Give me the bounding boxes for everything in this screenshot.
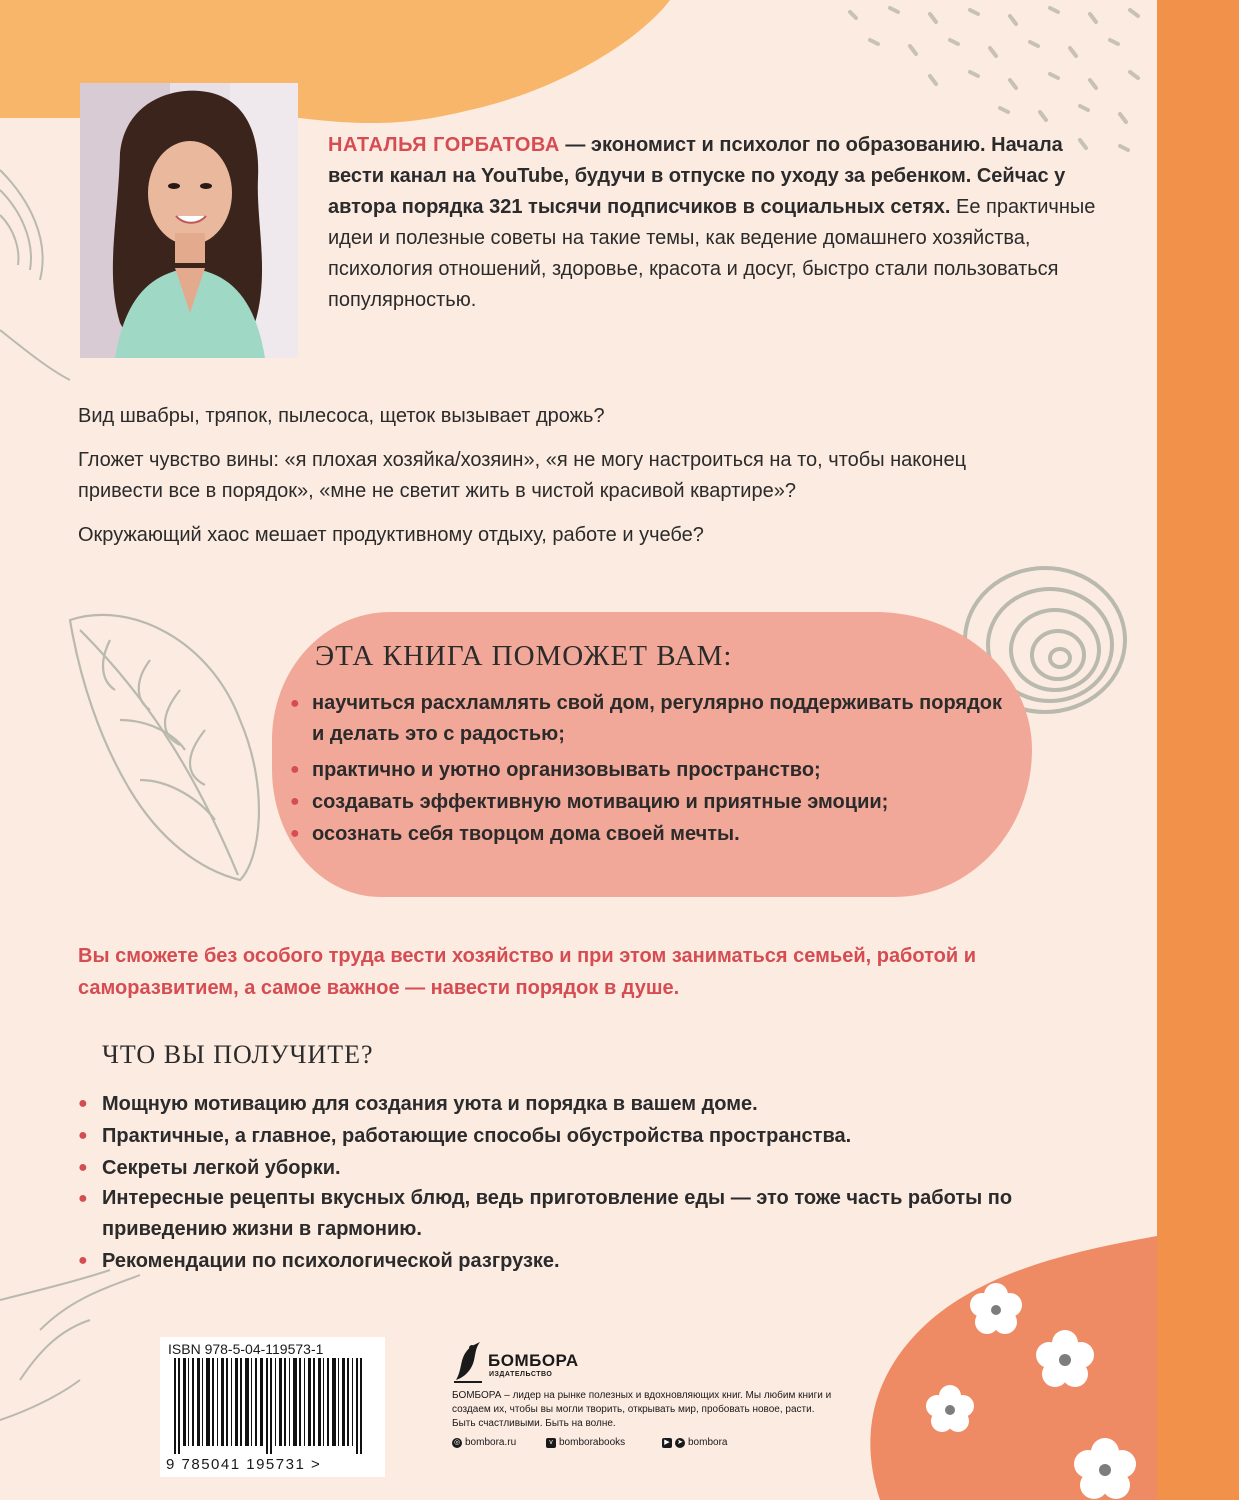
publisher-subtitle: ИЗДАТЕЛЬСТВО <box>489 1371 553 1378</box>
gain-item: ● Интересные рецепты вкусных блюд, ведь приготовление еды — это тоже часть работы по приведению жизни в гармонию. <box>78 1183 1158 1245</box>
gain-item: ● Мощную мотивацию для создания уюта и порядка в вашем доме. <box>78 1088 1158 1120</box>
bullet-icon: ● <box>290 793 300 810</box>
barcode-digits: 9 785041 195731 > <box>166 1456 322 1473</box>
bullet-icon: ● <box>78 1190 88 1207</box>
author-rest: Ее практичные идеи и полезные советы на такие темы, как ведение домашнего хозяйства, психология отношений, здоровье, красота и досуг, быстро стали пользоваться популярностью. <box>328 196 1096 311</box>
helps-item: ● практично и уютно организовывать пространство; <box>290 754 1030 786</box>
leaf-line-art-top <box>0 170 70 380</box>
question-2: Гложет чувство вины: «я плохая хозяйка/хозяин», «я не могу настроиться на то, чтобы наконец привести все в порядок», «мне не светит жить в чистой красивой квартире»? <box>78 449 967 502</box>
gain-item: ● Рекомендации по психологической разгрузке. <box>78 1245 1158 1277</box>
publisher-description: БОМБОРА – лидер на рынке полезных и вдохновляющих книг. Мы любим книги и создаем их, чтобы вы могли творить, открывать мир, пробовать новое, расти. Быть счастливыми. Быть на волне. <box>452 1390 832 1429</box>
bullet-icon: ● <box>78 1159 88 1176</box>
publisher-name: БОМБОРА <box>488 1351 579 1370</box>
bombora-logo-icon <box>452 1340 484 1384</box>
bullet-icon: ● <box>78 1127 88 1144</box>
isbn-label: ISBN 978-5-04-119573-1 <box>168 1341 324 1357</box>
vk-icon: v <box>546 1438 556 1448</box>
monstera-leaf <box>70 615 259 880</box>
youtube-icon: ▶ <box>662 1438 672 1448</box>
barcode <box>166 1358 378 1454</box>
bullet-icon: ● <box>78 1252 88 1269</box>
portrait-photo <box>80 83 298 358</box>
gain-item: ● Практичные, а главное, работающие способы обустройства пространства. <box>78 1120 1158 1152</box>
helps-item: ● создавать эффективную мотивацию и приятные эмоции; <box>290 786 1030 818</box>
publisher-link-social[interactable]: ▶ ➤ bombora <box>662 1437 727 1448</box>
bullet-icon: ● <box>290 825 300 842</box>
red-statement: Вы сможете без особого труда вести хозяйство и при этом заниматься семьей, работой и саморазвитием, а самое важное — навести порядок в душе. <box>78 945 977 999</box>
dot-pattern <box>850 8 1138 150</box>
question-1: Вид швабры, тряпок, пылесоса, щеток вызывает дрожь? <box>78 405 605 427</box>
author-bio <box>328 130 1108 316</box>
question-3: Окружающий хаос мешает продуктивному отдыху, работе и учебе? <box>78 524 704 546</box>
telegram-icon: ➤ <box>675 1438 685 1448</box>
web-icon: ◎ <box>453 1438 461 1446</box>
publisher-link-vk[interactable]: v bomborabooks <box>546 1437 625 1448</box>
bullet-icon: ● <box>290 695 300 712</box>
helps-title: ЭТА КНИГА ПОМОЖЕТ ВАМ: <box>315 640 733 672</box>
author-bold-text: Начала вести канал на YouTube, будучи в отпуске по уходу за ребенком. Сейчас у автора порядка 321 тысячи подписчиков в социальных сетях. <box>328 134 1066 218</box>
leaf-line-art-bottom <box>0 1270 140 1420</box>
gains-title: ЧТО ВЫ ПОЛУЧИТЕ? <box>102 1040 374 1069</box>
author-name: НАТАЛЬЯ ГОРБАТОВА <box>328 134 560 156</box>
helps-item: ● научиться расхламлять свой дом, регулярно поддерживать порядок и делать это с радостью; <box>290 688 1030 750</box>
helps-item: ● осознать себя творцом дома своей мечты. <box>290 818 1030 850</box>
gain-item: ● Секреты легкой уборки. <box>78 1152 1158 1184</box>
bullet-icon: ● <box>290 761 300 778</box>
bullet-icon: ● <box>78 1095 88 1112</box>
author-intro: — экономист и психолог по образованию. <box>559 134 986 156</box>
publisher-link-web[interactable]: ◎ bombora.ru <box>453 1437 517 1448</box>
